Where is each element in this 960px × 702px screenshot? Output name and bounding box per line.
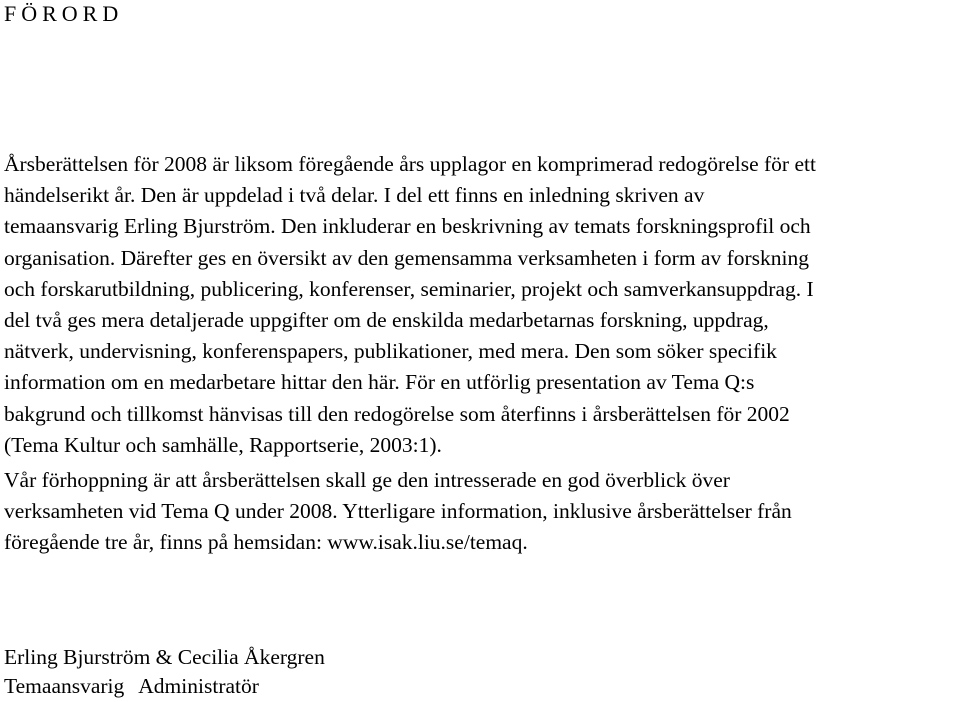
signature-roles [4, 671, 259, 702]
signature-role-1: Temaansvarig [4, 674, 125, 698]
text-line: (Tema Kultur och samhälle, Rapportserie, 2003:1). [4, 432, 442, 457]
text-line: Vår förhoppning är att årsberättelsen skall ge den intresserade en god överblick över [4, 468, 730, 492]
signature-names: Erling Bjurström & Cecilia Åkergren [4, 645, 325, 669]
text-line: föregående tre år, finns på hemsidan: www.isak.liu.se/temaq. [4, 530, 528, 555]
page-title: FÖRORD [4, 1, 124, 26]
text-line: och forskarutbildning, publicering, konferenser, seminarier, projekt och samverkansuppdrag. I [4, 276, 814, 301]
text-line: del två ges mera detaljerade uppgifter om de enskilda medarbetarnas forskning, uppdrag, [4, 308, 769, 333]
text-line: information om en medarbetare hittar den här. För en utförlig presentation av Tema Q:s [4, 370, 755, 395]
text-line: nätverk, undervisning, konferenspapers, publikationer, med mera. Den som söker specifik [4, 339, 777, 364]
text-line: organisation. Därefter ges en översikt av den gemensamma verksamheten i form av forskning [4, 245, 810, 270]
body-paragraph-hope [4, 465, 956, 559]
body-paragraph-intro [4, 149, 956, 461]
text-line: Årsberättelsen för 2008 är liksom föregående års upplagor en komprimerad redogörelse för ett [4, 152, 816, 176]
text-line: verksamheten vid Tema Q under 2008. Ytterligare information, inklusive årsberättelser från [4, 499, 792, 524]
text-line: bakgrund och tillkomst hänvisas till den redogörelse som återfinns i årsberättelsen för 2002 [4, 401, 790, 426]
text-line: temaansvarig Erling Bjurström. Den inkluderar en beskrivning av temats forskningsprofil och [4, 214, 811, 239]
text-line: händelserikt år. Den är uppdelad i två delar. I del ett finns en inledning skriven av [4, 183, 705, 208]
signature-role-2: Administratör [138, 674, 259, 698]
